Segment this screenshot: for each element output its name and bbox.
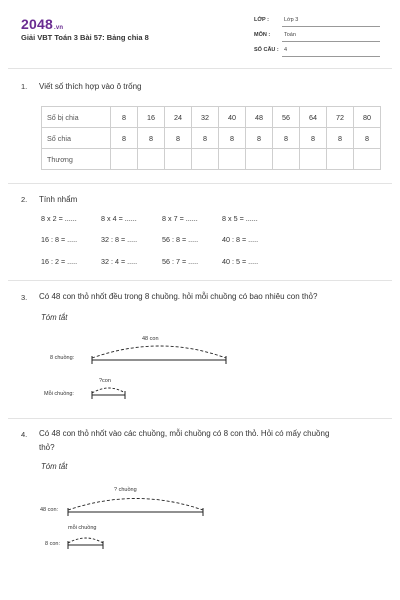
q4-part-label: mỗi chuồng [68, 525, 97, 531]
q4-number: 4. [21, 430, 28, 439]
meta-count-key: SỐ CÂU : [254, 47, 279, 53]
table-cell: 8 [219, 128, 246, 149]
meta-class-key: LỚP : [254, 17, 269, 23]
q3-part-bracket [92, 388, 125, 393]
calc-item: 8 x 4 = ...... [101, 214, 137, 223]
meta-subject-key: MÔN : [254, 32, 271, 38]
q3-total-bracket [92, 346, 226, 358]
table-cell: 48 [246, 107, 273, 128]
q3-number: 3. [21, 293, 28, 302]
table-cell: 80 [354, 107, 381, 128]
q4-text-line1: Có 48 con thỏ nhốt vào các chuồng, mỗi chuồng có 8 con thỏ. Hỏi có mấy chuồng [39, 429, 330, 438]
row-label: Số chia [42, 128, 111, 149]
meta-class-value: Lớp 3 [284, 17, 299, 23]
table-cell: 16 [138, 107, 165, 128]
q3-line2-label: Mỗi chuồng: [44, 391, 74, 397]
table-cell: 8 [300, 128, 327, 149]
calc-item: 8 x 5 = ...... [222, 214, 258, 223]
calc-item: 56 : 8 = ..... [162, 235, 199, 244]
row-label: Thương [42, 149, 111, 170]
table-cell: 24 [165, 107, 192, 128]
meta-count-value: 4 [284, 47, 288, 53]
page-title: Giải VBT Toán 3 Bài 57: Bảng chia 8 [21, 33, 149, 42]
meta-subject-value: Toán [284, 32, 296, 38]
table-cell: 8 [327, 128, 354, 149]
q4-line2-label: 8 con: [45, 541, 60, 547]
q1-number: 1. [21, 82, 28, 91]
table-cell: 8 [354, 128, 381, 149]
table-cell: 56 [273, 107, 300, 128]
q4-part-bracket [68, 538, 103, 543]
q2-number: 2. [21, 195, 28, 204]
calc-item: 40 : 8 = ..... [222, 235, 259, 244]
calc-item: 16 : 8 = ..... [41, 235, 78, 244]
table-cell: 40 [219, 107, 246, 128]
q1-text: Viết số thích hợp vào ô trống [39, 82, 142, 91]
q3-part-label: ?con [99, 378, 111, 384]
row-label: Số bị chia [42, 107, 111, 128]
table-cell: 64 [300, 107, 327, 128]
calc-item: 8 x 7 = ...... [162, 214, 198, 223]
table-cell: 8 [111, 107, 138, 128]
q3-total-label: 48 con [142, 336, 159, 342]
site-logo[interactable]: 2048.vn [21, 16, 64, 32]
calc-item: 16 : 2 = ..... [41, 257, 78, 266]
table-cell: 8 [138, 128, 165, 149]
calc-item: 32 : 8 = ..... [101, 235, 138, 244]
q4-summary-label: Tóm tắt [41, 462, 68, 471]
table-cell: 8 [273, 128, 300, 149]
q4-total-bracket [68, 499, 203, 511]
table-cell: 8 [165, 128, 192, 149]
table-cell: 8 [192, 128, 219, 149]
calc-item: 32 : 4 = ..... [101, 257, 138, 266]
table-cell: 8 [111, 128, 138, 149]
table-cell: 8 [246, 128, 273, 149]
q3-summary-label: Tóm tắt [41, 313, 68, 322]
section-divider [8, 418, 392, 419]
q2-text: Tính nhẩm [39, 195, 78, 204]
calc-item: 40 : 5 = ..... [222, 257, 259, 266]
q4-total-label: ? chuồng [114, 487, 137, 493]
table-cell: 72 [327, 107, 354, 128]
table-cell: 32 [192, 107, 219, 128]
calc-item: 56 : 7 = ..... [162, 257, 199, 266]
q4-line1-label: 48 con: [40, 507, 59, 513]
q3-text: Có 48 con thỏ nhốt đều trong 8 chuồng. hỏi mỗi chuồng có bao nhiêu con thỏ? [39, 292, 318, 301]
q3-line1-label: 8 chuồng: [50, 355, 75, 361]
calc-item: 8 x 2 = ...... [41, 214, 77, 223]
q4-text-line2: thỏ? [39, 443, 55, 452]
